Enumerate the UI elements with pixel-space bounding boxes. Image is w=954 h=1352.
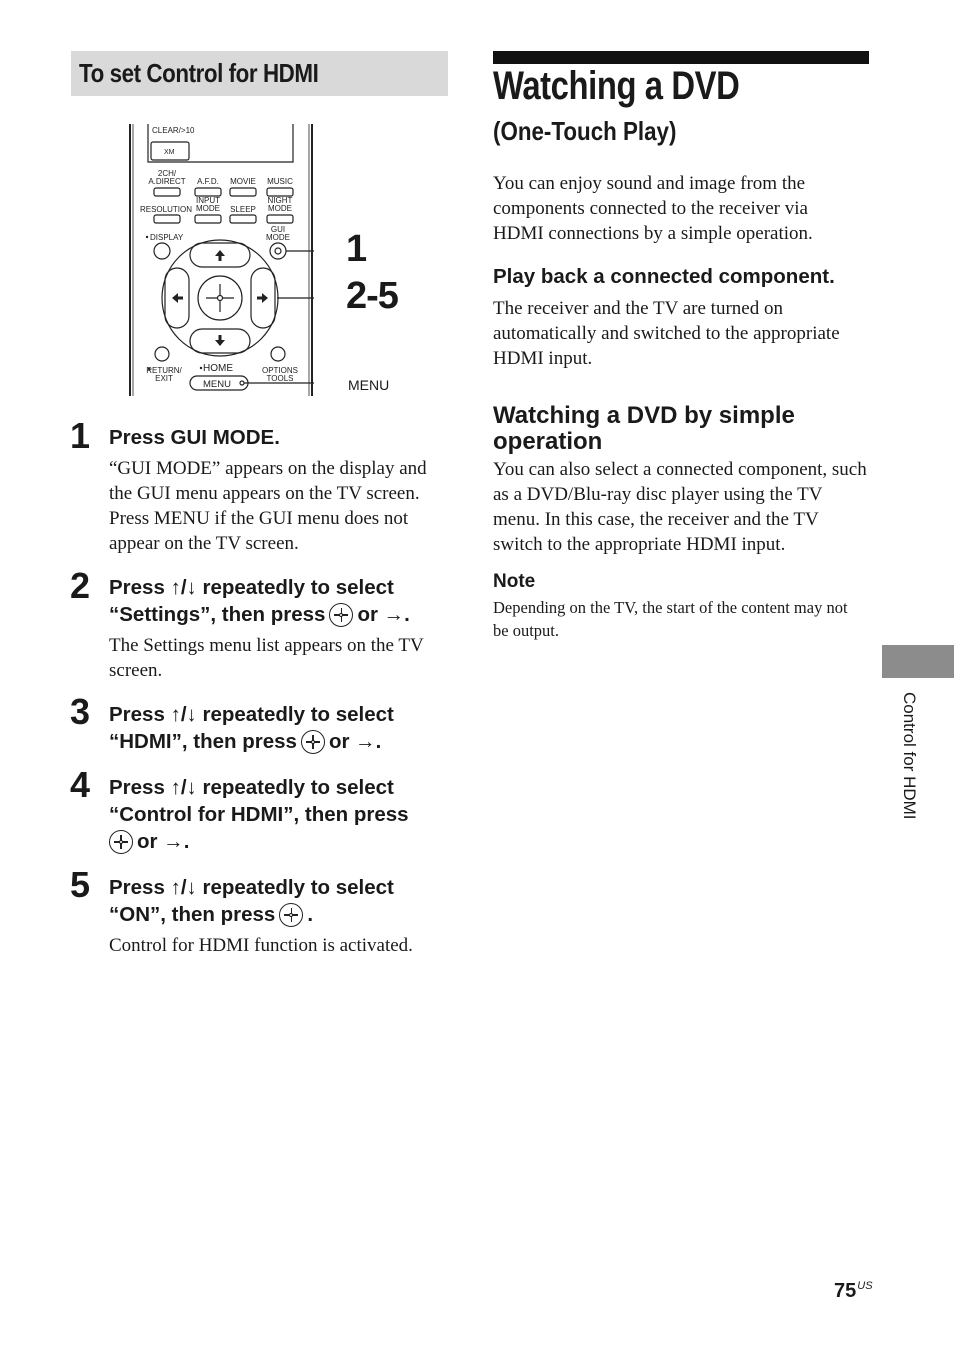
step-1-heading: Press GUI MODE. [109,426,280,449]
up-down-arrow-icon: ↑/↓ [170,576,197,599]
up-down-arrow-icon: ↑/↓ [170,776,197,799]
svg-text:OPTIONS: OPTIONS [261,366,299,375]
svg-text:NIGHT: NIGHT [267,196,293,205]
step-2-heading: Press ↑/↓ repeatedly to select “Settings”, then press or →. [109,576,410,626]
step-1-body: “GUI MODE” appears on the display and the GUI menu appears on the TV screen. Press MENU if the GUI menu does not appear on the TV screen. [109,458,427,554]
svg-text:GUI: GUI [270,225,286,234]
callout-steps-2-5: 2-5 [346,275,398,317]
step-2-body: The Settings menu list appears on the TV screen. [109,635,424,681]
step-3-heading: Press ↑/↓ repeatedly to select “HDMI”, then press or →. [109,703,394,753]
enter-button-icon [329,603,353,627]
play-heading: Play back a connected component. [493,265,835,288]
section-header [71,51,448,96]
svg-text:MODE: MODE [268,204,292,213]
callout-step-1: 1 [346,228,367,270]
play-paragraph: The receiver and the TV are turned on automatically and switched to the appropriate HDMI input. [493,298,840,369]
chapter-tab [882,645,954,678]
page-title: Watching a DVD [493,64,740,108]
svg-text:MENU: MENU [203,379,231,390]
up-down-arrow-icon: ↑/↓ [170,876,197,899]
svg-text:HOME: HOME [203,363,233,374]
note-paragraph: Depending on the TV, the start of the content may not be output. [493,598,848,640]
svg-text:A.DIRECT: A.DIRECT [148,177,186,186]
chapter-tab-label: Control for HDMI [900,692,919,820]
step-2-number: 2 [70,565,91,606]
svg-text:SLEEP: SLEEP [230,205,256,214]
svg-text:2CH/: 2CH/ [157,169,177,178]
svg-text:RESOLUTION: RESOLUTION [139,205,193,214]
svg-text:MODE: MODE [196,204,220,213]
svg-text:MUSIC: MUSIC [267,177,293,186]
remote-control-illustration [128,124,314,396]
intro-paragraph: You can enjoy sound and image from the components connected to the receiver via HDMI connections by a simple operation. [493,173,813,244]
svg-text:TOOLS: TOOLS [266,374,294,383]
step-5-number: 5 [70,864,91,905]
title-rule [493,51,869,64]
page-number: $75^{US}$ [834,1280,873,1302]
svg-text:INPUT: INPUT [196,196,220,205]
step-3-number: 3 [70,691,91,732]
step-5-body: Control for HDMI function is activated. [109,935,413,956]
step-5-heading: Press ↑/↓ repeatedly to select “ON”, then press . [109,876,394,926]
right-arrow-icon: → [355,730,376,753]
step-4-heading: Press ↑/↓ repeatedly to select “Control for HDMI”, then press or →. [109,776,409,853]
svg-text:A.F.D.: A.F.D. [197,177,219,186]
up-down-arrow-icon: ↑/↓ [170,703,197,726]
section-title: To set Control for HDMI [79,58,319,88]
enter-button-icon [301,730,325,754]
page-subtitle: (One-Touch Play) [493,116,677,146]
right-arrow-icon: → [383,603,405,626]
right-arrow-icon: → [163,830,184,853]
step-4-number: 4 [70,764,91,805]
callout-menu: MENU [348,377,390,393]
xm-label: XM [164,149,175,156]
svg-text:DISPLAY: DISPLAY [150,233,184,242]
svg-text:MODE: MODE [266,233,290,242]
svg-text:RETURN/: RETURN/ [146,366,182,375]
enter-button-icon [109,830,133,854]
simple-operation-paragraph: You can also select a connected component, such as a DVD/Blu-ray disc player using the TV menu. In this case, the receiver and the TV switch to the appropriate HDMI input. [493,459,867,555]
simple-operation-heading: Watching a DVD by simple operation [493,402,795,455]
step-1-number: 1 [70,415,91,456]
clear-label: CLEAR/>10 [152,126,195,135]
enter-button-icon [279,903,303,927]
svg-text:EXIT: EXIT [155,374,173,383]
note-heading: Note [493,571,536,592]
svg-text:MOVIE: MOVIE [230,177,256,186]
